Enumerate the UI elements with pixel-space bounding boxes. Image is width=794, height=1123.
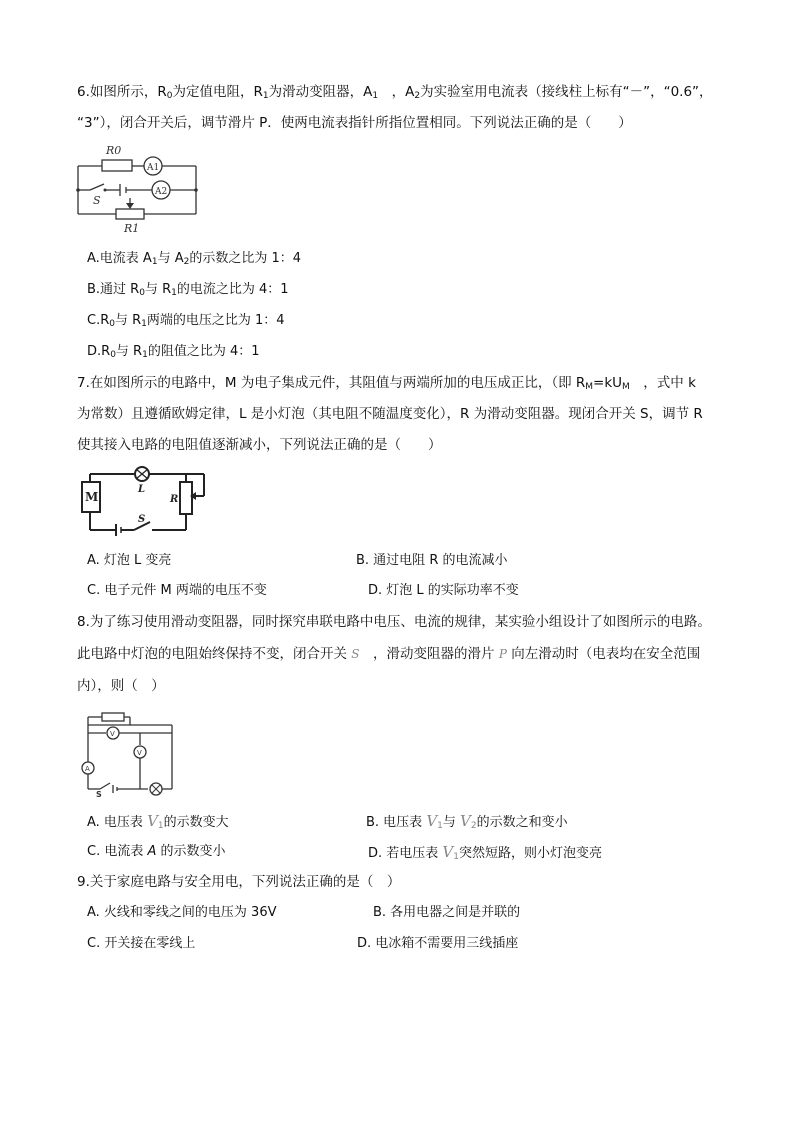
q7-option-a[interactable]: A. 灯泡 L 变亮 xyxy=(87,553,172,568)
q8-label-v2: V xyxy=(137,749,142,757)
q9-option-d[interactable]: D. 电冰箱不需要用三线插座 xyxy=(357,936,519,951)
q7-stem-line2: 为常数）且遵循欧姆定律，L 是小灯泡（其电阻不随温度变化），R 为滑动变阻器。现闭合开关 S，调节 R xyxy=(77,406,703,422)
q6-label-r1: R1 xyxy=(124,222,140,235)
q8-option-a[interactable]: A. 电压表 $V_1$的示数变大 xyxy=(87,812,229,831)
q8-stem-line3: 内），则（ ） xyxy=(77,678,165,694)
q7-label-l: L xyxy=(138,484,146,495)
q6-label-r0: R0 xyxy=(106,144,122,157)
q6-stem-line1: 6.如图所示，$R_0$为定值电阻，$R_1$为滑动变阻器，$A_1$ ，$A_2$为实验室用电流表（接线柱上标有“－”，“0.6”， xyxy=(77,84,713,101)
q6-label-a1: A1 xyxy=(147,163,160,173)
q8-option-c[interactable]: C. 电流表 A 的示数变小 xyxy=(87,844,226,859)
q9-stem: 9.关于家庭电路与安全用电，下列说法正确的是（ ） xyxy=(77,874,401,890)
q9-option-c[interactable]: C. 开关接在零线上 xyxy=(87,936,196,951)
q8-label-v1: V xyxy=(110,730,115,738)
q6-option-d[interactable]: $D.R_0$与 $R_1$的阻值之比为 4：1 xyxy=(87,344,260,360)
q6-option-a[interactable]: A.电流表 $A_1$与 $A_2$的示数之比为 1：4 xyxy=(87,251,302,267)
q6-circuit-figure xyxy=(72,140,202,235)
q6-label-s: S xyxy=(93,194,101,207)
q6-option-c[interactable]: $C.R_0$与 $R_1$两端的电压之比为 1：4 xyxy=(87,313,285,329)
q6-label-a2: A2 xyxy=(155,187,168,197)
q8-stem-line2: 此电路中灯泡的电阻始终保持不变，闭合开关 S ，滑动变阻器的滑片 P 向左滑动时（电表均在安全范围 xyxy=(77,646,701,662)
q7-label-r: R xyxy=(170,494,179,505)
q7-option-c[interactable]: C. 电子元件 M 两端的电压不变 xyxy=(87,583,267,598)
q8-circuit-figure xyxy=(80,703,180,798)
q8-option-b[interactable]: B. 电压表 $V_1$与 $V_2$的示数之和变小 xyxy=(366,812,568,831)
q8-label-s: S xyxy=(96,790,102,798)
q7-option-b[interactable]: B. 通过电阻 R 的电流减小 xyxy=(356,553,508,568)
q7-label-s: S xyxy=(138,514,146,525)
q6-option-b[interactable]: B.通过 $R_0$与 $R_1$的电流之比为 4：1 xyxy=(87,282,289,298)
q8-label-a: A xyxy=(85,765,90,773)
q7-label-m: M xyxy=(85,490,99,504)
q9-option-b[interactable]: B. 各用电器之间是并联的 xyxy=(373,905,521,920)
q9-option-a[interactable]: A. 火线和零线之间的电压为 36V xyxy=(87,905,277,920)
q7-stem-line1: 7.在如图所示的电路中，M 为电子集成元件，其阻值与两端所加的电压成正比，（即 $R_M=kU_M$ ，式中 k xyxy=(77,375,696,392)
q8-option-d[interactable]: D. 若电压表 $V_1$突然短路，则小灯泡变亮 xyxy=(368,843,603,862)
q7-option-d[interactable]: D. 灯泡 L 的实际功率不变 xyxy=(368,583,519,598)
q8-stem-line1: 8.为了练习使用滑动变阻器，同时探究串联电路中电压、电流的规律，某实验小组设计了如图所示的电路。 xyxy=(77,614,711,630)
q6-stem-line2: “3”），闭合开关后，调节滑片 P．使两电流表指针所指位置相同。下列说法正确的是（ ） xyxy=(77,115,632,131)
q7-stem-line3: 使其接入电路的电阻值逐渐减小，下列说法正确的是（ ） xyxy=(77,437,442,453)
q7-circuit-figure xyxy=(76,462,216,542)
